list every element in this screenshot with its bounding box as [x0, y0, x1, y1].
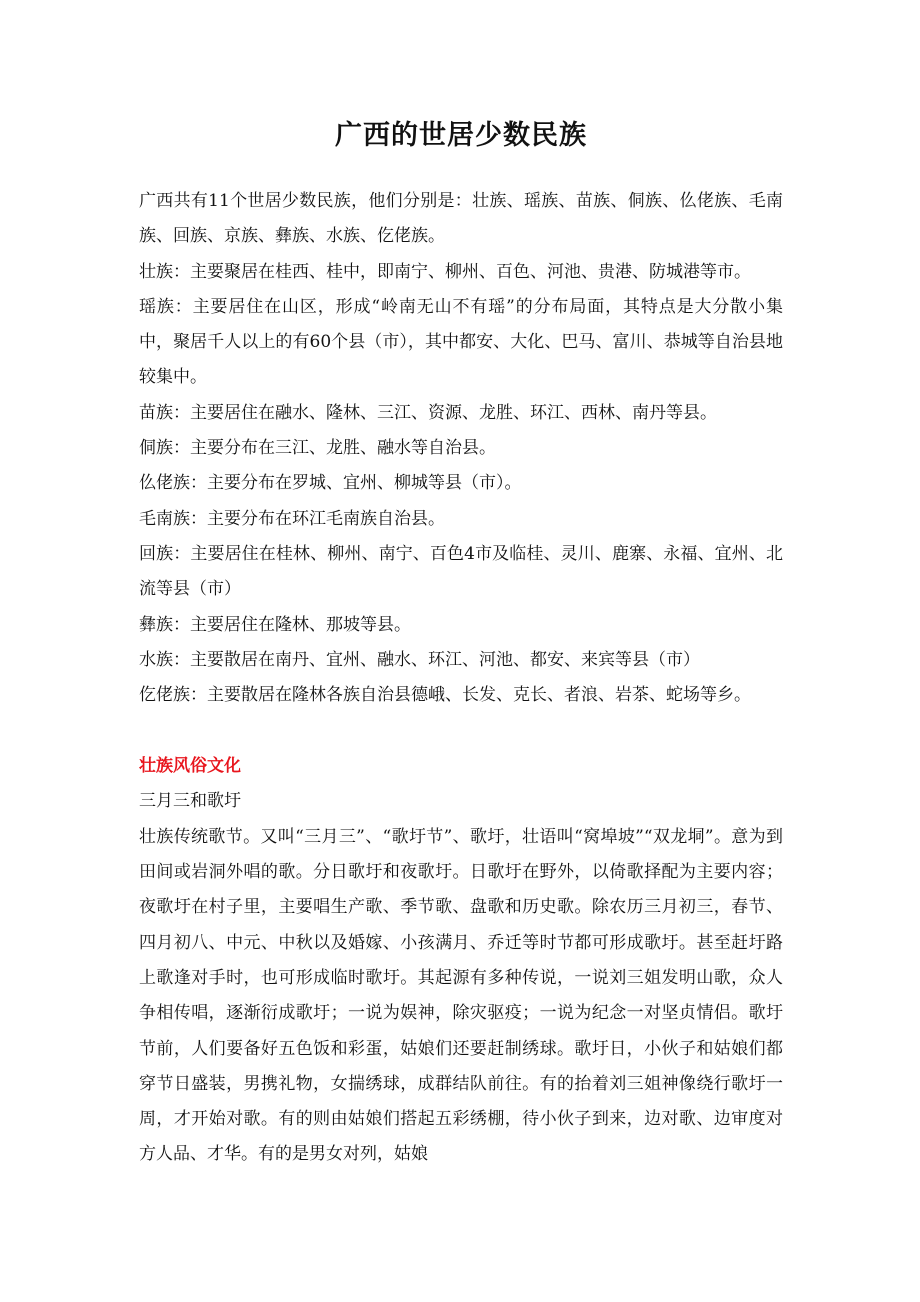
intro-paragraph: 广西共有11个世居少数民族，他们分别是：壮族、瑶族、苗族、侗族、仫佬族、毛南族、回族、京族、彝族、水族、仡佬族。: [139, 191, 783, 247]
group-maonan: 毛南族：主要分布在环江毛南族自治县。: [139, 508, 445, 529]
group-hui: 回族：主要居住在桂林、柳州、南宁、百色4市及临桂、灵川、鹿寨、永福、宜州、北流等县（市）: [139, 543, 783, 600]
document-title: 广西的世居少数民族: [335, 120, 587, 151]
group-miao: 苗族：主要居住在融水、隆林、三江、资源、龙胜、环江、西林、南丹等县。: [139, 402, 717, 423]
document-page: [139, 112, 783, 1173]
group-shui: 水族：主要散居在南丹、宜州、融水、环江、河池、都安、来宾等县（市）: [139, 649, 700, 670]
group-zhuang: 壮族：主要聚居在桂西、桂中，即南宁、柳州、百色、河池、贵港、防城港等市。: [139, 261, 751, 282]
group-gelao: 仡佬族：主要散居在隆林各族自治县德峨、长发、克长、者浪、岩茶、蛇场等乡。: [139, 685, 751, 706]
group-yi: 彝族：主要居住在隆林、那坡等县。: [139, 614, 411, 635]
group-mulao: 仫佬族：主要分布在罗城、宜州、柳城等县（市）。: [139, 473, 522, 494]
group-dong: 侗族：主要分布在三江、龙胜、融水等自治县。: [139, 438, 496, 459]
section-heading: 壮族风俗文化: [139, 756, 241, 777]
section-subheading: 三月三和歌圩: [139, 791, 241, 812]
section-body: 壮族传统歌节。又叫“三月三”、“歌圩节”、歌圩，壮语叫“窝埠坡”“双龙垌”。意为到田间或岩洞外唱的歌。分日歌圩和夜歌圩。日歌圩在野外，以倚歌择配为主要内容；夜歌圩在村子里，主要唱生产歌、季节歌、盘歌和历史歌。除农历三月初三，春节、四月初八、中元、中秋以及婚嫁、小孩满月、乔迁等时节都可形成歌圩。甚至赶圩路上歌逢对手时，也可形成临时歌圩。其起源有多种传说，一说刘三姐发明山歌，众人争相传唱，逐渐衍成歌圩；一说为娱神，除灾驱疫；一说为纪念一对坚贞情侣。歌圩节前，人们要备好五色饭和彩蛋，姑娘们还要赶制绣球。歌圩日，小伙子和姑娘们都穿节日盛装，男携礼物，女揣绣球，成群结队前往。有的抬着刘三姐神像绕行歌圩一周，才开始对歌。有的则由姑娘们搭起五彩绣棚，待小伙子到来，边对歌、边审度对方人品、才华。有的是男女对列，姑娘: [139, 826, 783, 1165]
group-yao: 瑶族：主要居住在山区，形成“岭南无山不有瑶”的分布局面，其特点是大分散小集中，聚居千人以上的有60个县（市），其中都安、大化、巴马、富川、恭城等自治县地较集中。: [139, 296, 783, 388]
